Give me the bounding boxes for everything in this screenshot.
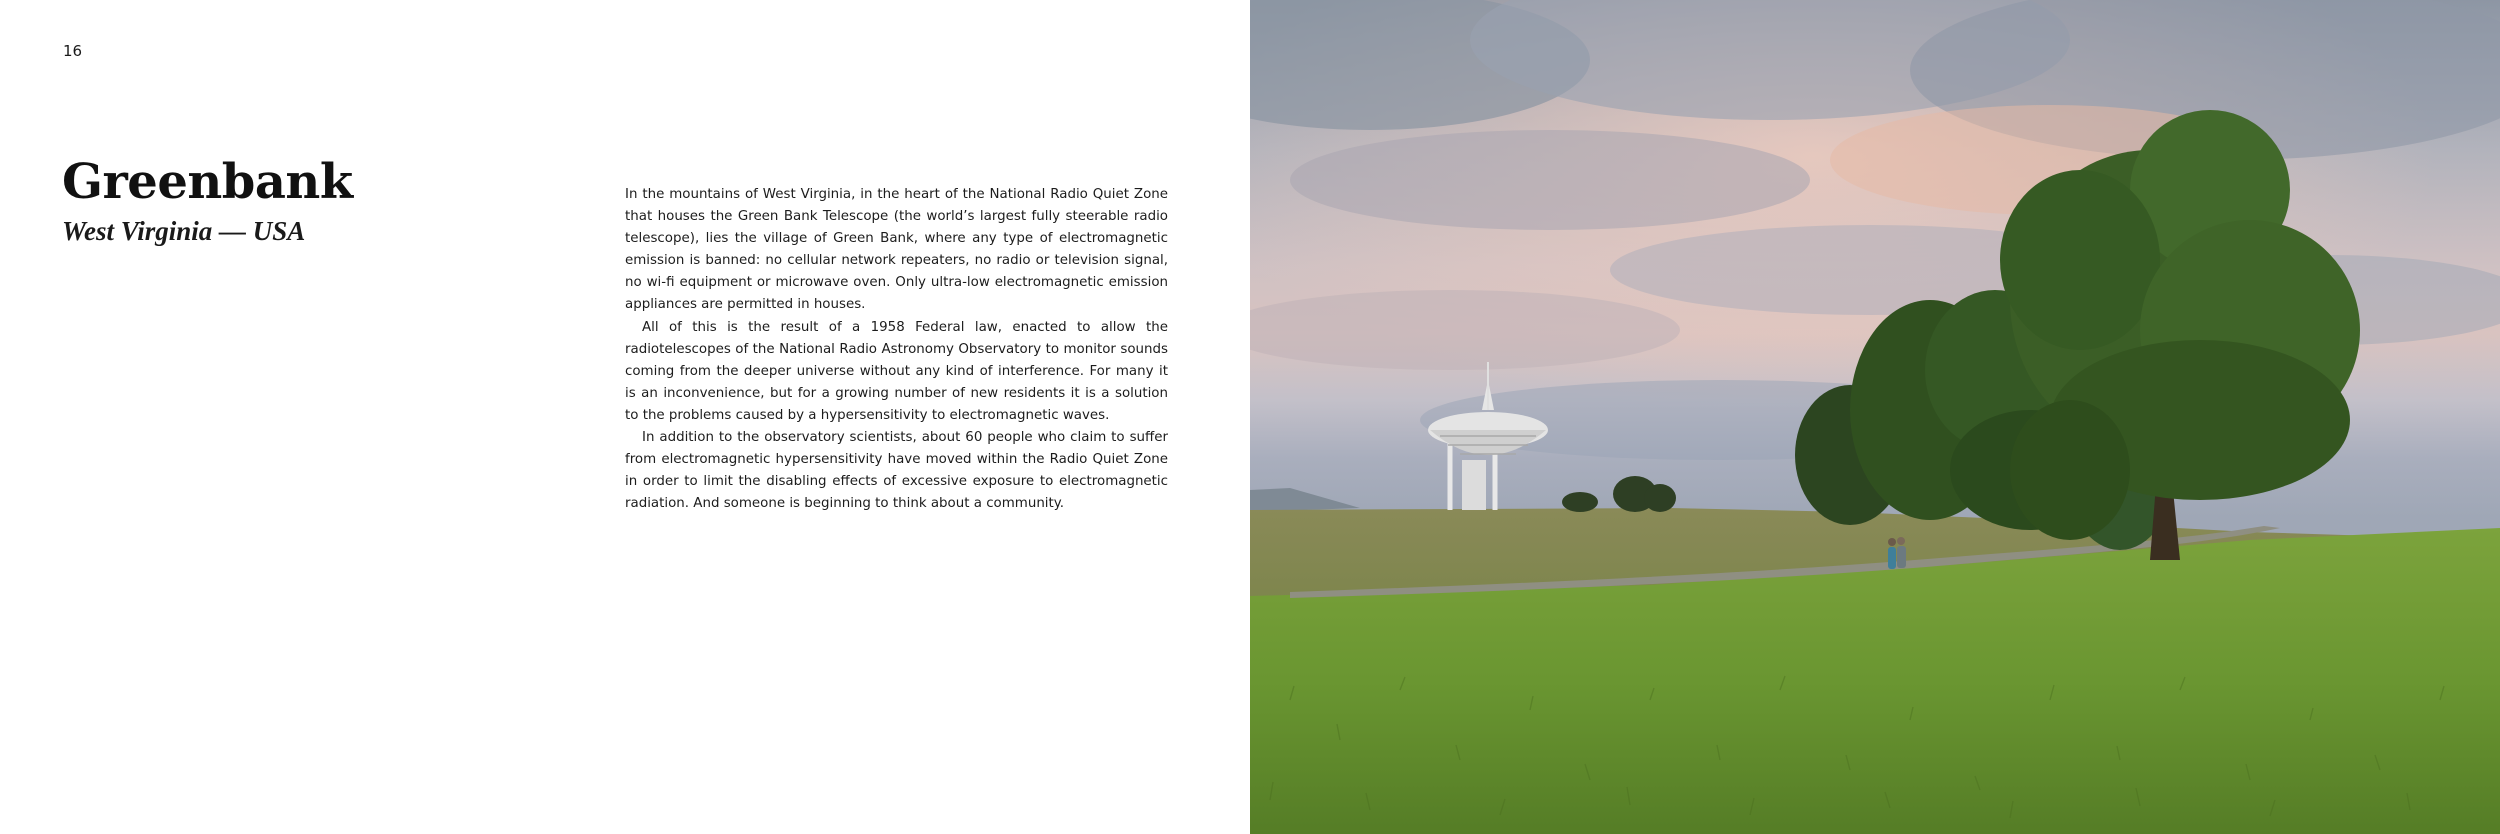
page-subtitle: West Virginia — USA — [62, 216, 306, 246]
paragraph: All of this is the result of a 1958 Federal law, enacted to allow the radiotelescopes of the National Radio Astronomy Observatory to monitor sounds coming from the deeper universe without any kind of interference. For many it is an inconvenience, but for a growing number of new residents it is a solution to the problems caused by a hypersensitivity to electromagnetic waves. — [625, 319, 1168, 423]
page-number: 16 — [63, 42, 83, 60]
right-page-photo — [1250, 0, 2500, 834]
article-body — [625, 184, 1168, 515]
paragraph: In the mountains of West Virginia, in the heart of the National Radio Quiet Zone that houses the Green Bank Telescope (the world’s largest fully steerable radio telescope), lies the village of Green Bank, where any type of electromagnetic emission is banned: no cellular network repeaters, no radio or television signal, no wi-fi equipment or microwave oven. Only ultra-low electromagnetic emission appliances are permitted in houses. — [625, 187, 1168, 313]
landscape-photo — [1250, 0, 2500, 834]
page-title: Greenbank — [62, 154, 353, 210]
paragraph: In addition to the observatory scientists, about 60 people who claim to suffer from electromagnetic hypersensitivity have moved within the Radio Quiet Zone in order to limit the disabling effects of excessive exposure to electromagnetic radiation. And someone is beginning to think about a community. — [625, 430, 1168, 512]
